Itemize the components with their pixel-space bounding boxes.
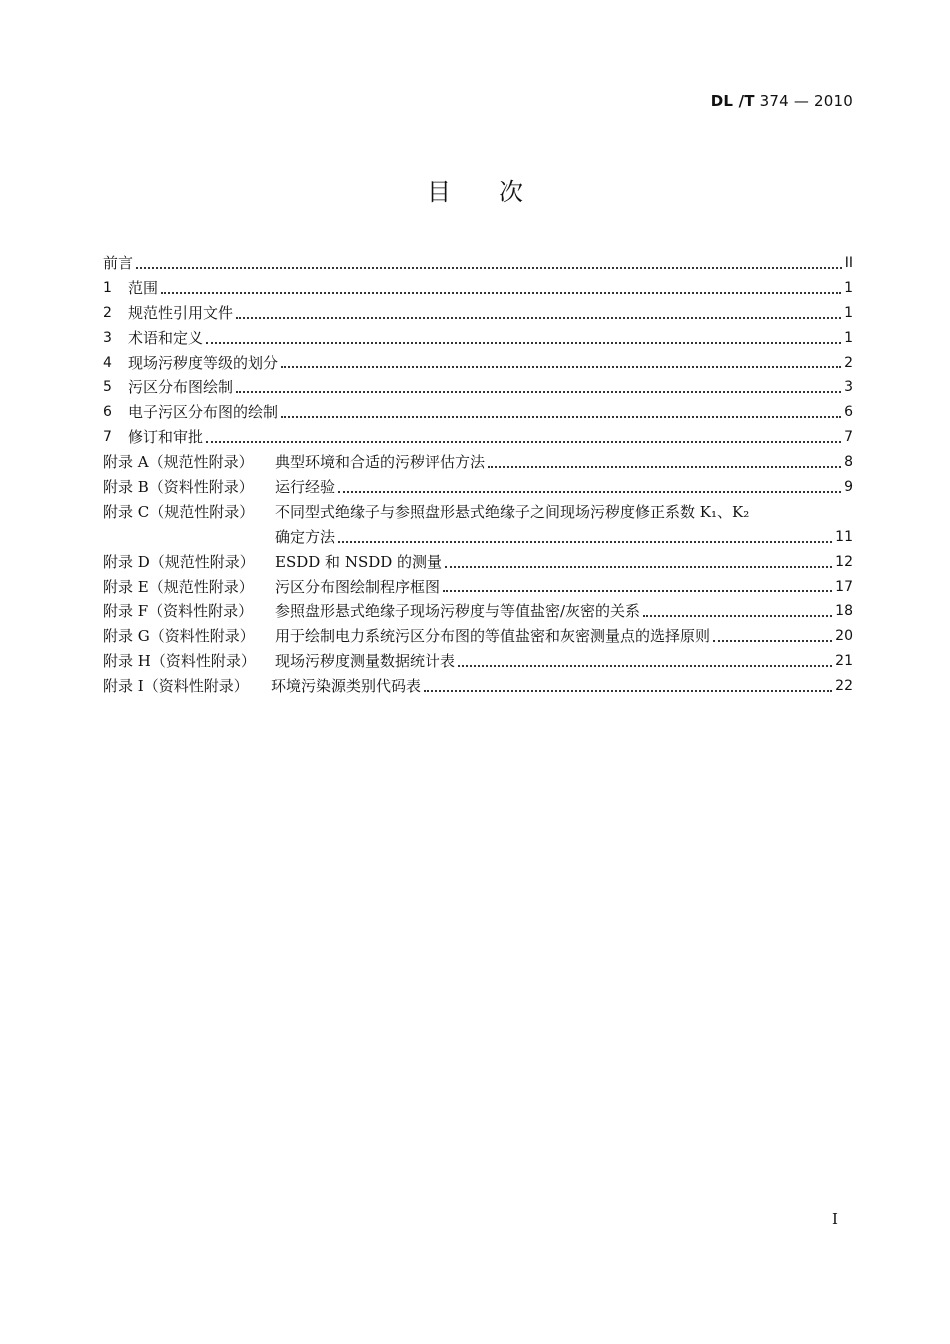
table-of-contents (103, 251, 853, 699)
toc-entry-appendix-e[interactable] (103, 575, 853, 600)
dot-leader (236, 301, 841, 326)
toc-entry-7[interactable] (103, 425, 853, 450)
dot-leader (161, 276, 841, 301)
toc-entry-1[interactable] (103, 276, 853, 301)
toc-entry-page: 9 (844, 479, 853, 495)
toc-entry-appendix-c-continued[interactable] (103, 525, 853, 550)
toc-entry-appendix-c[interactable] (103, 500, 853, 525)
toc-entry-label: ESDD 和 NSDD 的测量 (275, 552, 443, 571)
toc-entry-label: 污区分布图绘制程序框图 (275, 577, 441, 596)
dot-leader (281, 400, 841, 425)
dot-leader (713, 624, 832, 649)
toc-entry-page: 1 (844, 304, 853, 321)
toc-entry-number: 4 (103, 354, 112, 371)
toc-entry-page: 7 (844, 429, 853, 446)
toc-entry-appendix-a[interactable] (103, 450, 853, 475)
toc-entry-appendix-h[interactable] (103, 649, 853, 674)
toc-entry-page: 17 (835, 578, 853, 595)
page-title: 目次 (427, 178, 571, 206)
toc-entry-label: 电子污区分布图的绘制 (128, 403, 279, 422)
dot-leader (445, 550, 832, 575)
toc-entry-label: 典型环境和合适的污秽评估方法 (275, 453, 486, 472)
document-code-prefix: DL /T (710, 92, 755, 110)
document-code (711, 92, 853, 110)
toc-entry-page: 8 (844, 454, 853, 471)
dot-leader (338, 475, 841, 500)
toc-entry-label: 前言 (103, 253, 134, 272)
toc-entry-appendix-i[interactable] (103, 674, 853, 699)
toc-entry-page: 20 (835, 628, 853, 645)
toc-entry-6[interactable] (103, 400, 853, 425)
toc-entry-number: 5 (103, 379, 112, 396)
dot-leader (424, 674, 832, 699)
toc-entry-prefix: 附录 B（资料性附录） (103, 478, 254, 496)
toc-entry-label: 参照盘形悬式绝缘子现场污秽度与等值盐密/灰密的关系 (275, 602, 641, 621)
toc-entry-label: 现场污秽度测量数据统计表 (275, 652, 456, 671)
toc-entry-label: 运行经验 (275, 478, 336, 496)
page-number: I (832, 1210, 838, 1228)
toc-entry-page: 12 (835, 553, 853, 570)
toc-entry-page: 22 (835, 678, 853, 695)
toc-entry-appendix-f[interactable] (103, 599, 853, 624)
toc-entry-page: 18 (835, 603, 853, 620)
dot-leader (206, 326, 841, 351)
toc-entry-label: 现场污秽度等级的划分 (128, 353, 279, 372)
toc-entry-page: 3 (844, 379, 853, 396)
toc-entry-number: 7 (103, 429, 112, 446)
toc-entry-page: 2 (844, 354, 853, 371)
toc-entry-label: 环境污染源类别代码表 (271, 677, 422, 696)
toc-entry-prefix: 附录 A（规范性附录） (103, 453, 254, 472)
toc-entry-appendix-g[interactable] (103, 624, 853, 649)
dot-leader (206, 425, 841, 450)
toc-entry-5[interactable] (103, 375, 853, 400)
toc-entry-label: 术语和定义 (128, 328, 204, 347)
toc-entry-page: 11 (835, 528, 853, 545)
toc-entry-page: 1 (844, 279, 853, 296)
dot-leader (236, 375, 841, 400)
dot-leader (458, 649, 832, 674)
toc-entry-prefix: 附录 H（资料性附录） (103, 652, 256, 671)
dot-leader (338, 525, 832, 550)
dot-leader (136, 251, 842, 276)
toc-entry-label: 不同型式绝缘子与参照盘形悬式绝缘子之间现场污秽度修正系数 K₁、K₂ (275, 502, 750, 521)
toc-entry-prefix: 附录 C（规范性附录） (103, 502, 255, 521)
toc-entry-page: 21 (835, 653, 853, 670)
toc-entry-4[interactable] (103, 351, 853, 376)
toc-entry-label: 污区分布图绘制 (128, 378, 234, 397)
toc-entry-number: 1 (103, 279, 112, 296)
toc-entry-foreword[interactable] (103, 251, 853, 276)
dot-leader (281, 351, 841, 376)
toc-entry-label: 确定方法 (275, 527, 336, 546)
toc-entry-number: 3 (103, 329, 112, 346)
dot-leader (643, 599, 832, 624)
toc-entry-prefix: 附录 E（规范性附录） (103, 577, 254, 596)
toc-entry-page: 6 (844, 404, 853, 421)
toc-entry-label: 规范性引用文件 (128, 303, 234, 322)
toc-entry-label: 范围 (128, 278, 159, 297)
toc-entry-number: 6 (103, 404, 112, 421)
toc-entry-label: 用于绘制电力系统污区分布图的等值盐密和灰密测量点的选择原则 (275, 627, 711, 646)
toc-entry-prefix: 附录 F（资料性附录） (103, 602, 254, 621)
toc-entry-appendix-b[interactable] (103, 475, 853, 500)
dot-leader (443, 575, 832, 600)
document-code-number: 374 — 2010 (754, 92, 853, 110)
toc-entry-prefix: 附录 I（资料性附录） (103, 677, 249, 696)
toc-entry-appendix-d[interactable] (103, 550, 853, 575)
toc-entry-label: 修订和审批 (128, 428, 204, 447)
toc-entry-2[interactable] (103, 301, 853, 326)
toc-entry-prefix: 附录 G（资料性附录） (103, 627, 255, 646)
toc-entry-number: 2 (103, 304, 112, 321)
toc-entry-page: 1 (844, 329, 853, 346)
dot-leader (488, 450, 841, 475)
toc-entry-3[interactable] (103, 326, 853, 351)
toc-entry-prefix: 附录 D（规范性附录） (103, 552, 255, 571)
toc-entry-page: II (844, 254, 853, 271)
